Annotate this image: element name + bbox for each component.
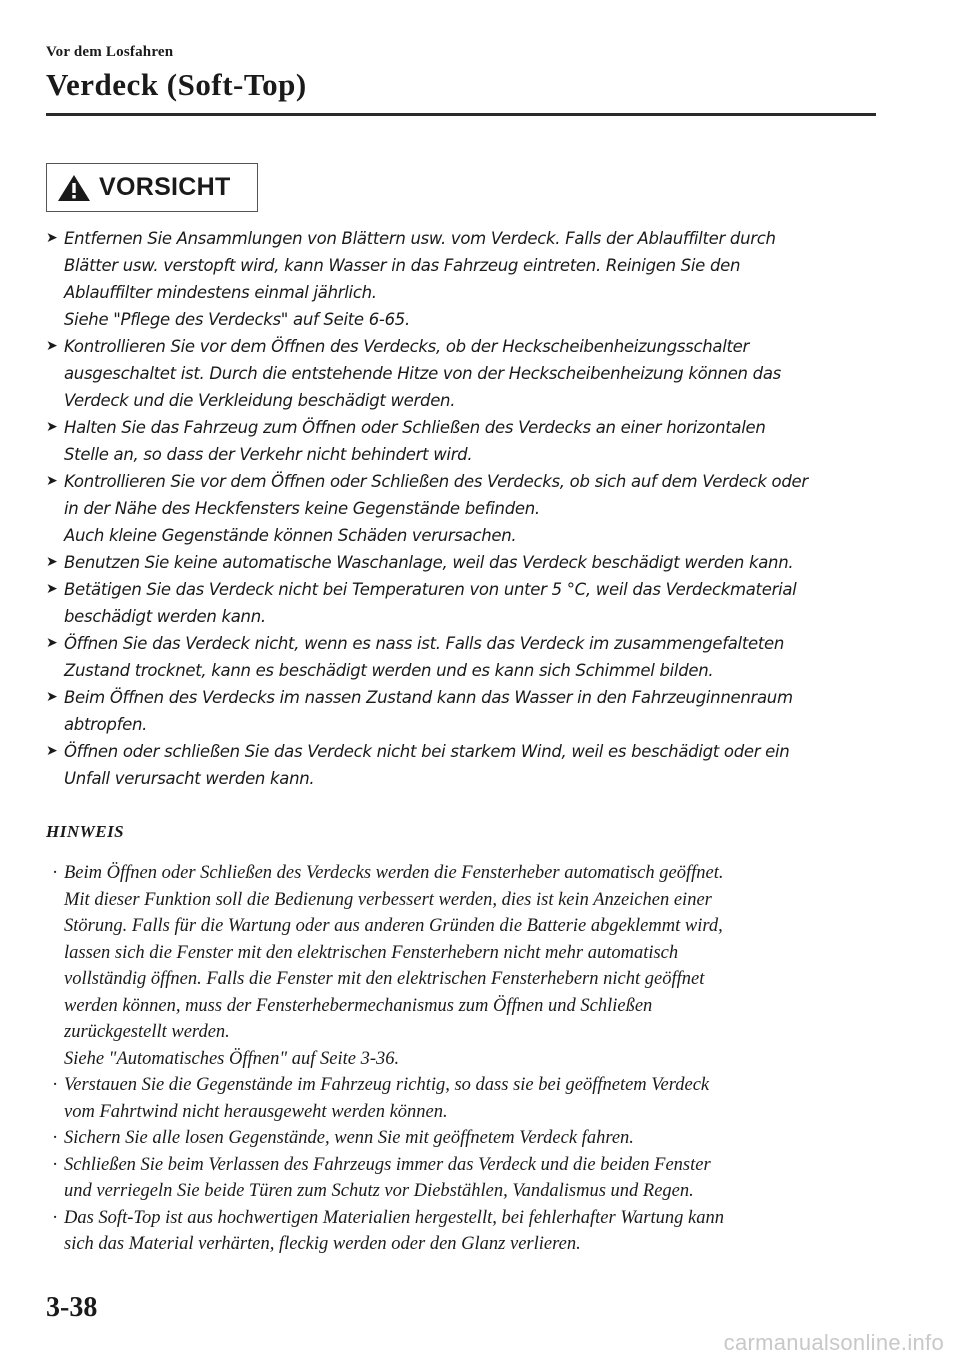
page-header xyxy=(46,44,876,116)
arrow-bullet-icon: ➤ xyxy=(46,230,58,246)
text-line: beschädigt werden kann. xyxy=(64,607,266,626)
text-line: Kontrollieren Sie vor dem Öffnen oder Schließen des Verdecks, ob sich auf dem Verdeck oder xyxy=(64,472,808,491)
text-line: Das Soft-Top ist aus hochwertigen Materialien hergestellt, bei fehlerhafter Wartung kann xyxy=(64,1207,724,1228)
caution-label: VORSICHT xyxy=(99,173,231,201)
text-line: sich das Material verhärten, fleckig werden oder den Glanz verlieren. xyxy=(64,1234,581,1254)
text-line: vom Fahrtwind nicht herausgeweht werden können. xyxy=(64,1101,448,1122)
caution-list xyxy=(46,225,886,792)
text-line: Betätigen Sie das Verdeck nicht bei Temperaturen von unter 5 °C, weil das Verdeckmaterial xyxy=(64,580,797,599)
caution-item xyxy=(46,576,886,630)
section-title: Vor dem Losfahren xyxy=(46,44,174,60)
arrow-bullet-icon: ➤ xyxy=(46,689,58,705)
text-line: Schließen Sie beim Verlassen des Fahrzeugs immer das Verdeck und die beiden Fenster xyxy=(64,1154,711,1175)
text-line: vollständig öffnen. Falls die Fenster mit den elektrischen Fensterhebern nicht geöffnet xyxy=(64,969,705,989)
caution-item xyxy=(46,414,886,468)
arrow-bullet-icon: ➤ xyxy=(46,419,58,435)
watermark[interactable]: carmanualsonline.info xyxy=(723,1330,944,1355)
text-line: und verriegeln Sie beide Türen zum Schutz vor Diebstählen, Vandalismus und Regen. xyxy=(64,1181,694,1201)
text-line: Siehe "Pflege des Verdecks" auf Seite 6-65. xyxy=(64,310,410,329)
text-line: ausgeschaltet ist. Durch die entstehende Hitze von der Heckscheibenheizung können das xyxy=(64,364,781,383)
arrow-bullet-icon: ➤ xyxy=(46,635,58,651)
arrow-bullet-icon: ➤ xyxy=(46,743,58,759)
note-item xyxy=(46,860,886,1072)
note-item xyxy=(46,1072,886,1125)
dot-bullet-icon: · xyxy=(52,1207,59,1228)
text-line: Mit dieser Funktion soll die Bedienung verbessert werden, dies ist kein Anzeichen einer xyxy=(64,889,712,910)
text-line: lassen sich die Fenster mit den elektrischen Fensterhebern nicht mehr automatisch xyxy=(64,942,679,963)
dot-bullet-icon: · xyxy=(52,863,59,883)
text-line: Halten Sie das Fahrzeug zum Öffnen oder Schließen des Verdecks an einer horizontalen xyxy=(64,418,766,437)
note-heading: HINWEIS xyxy=(46,822,125,841)
note-item xyxy=(46,1205,886,1258)
text-line: Öffnen Sie das Verdeck nicht, wenn es nass ist. Falls das Verdeck im zusammengefalteten xyxy=(64,634,785,653)
text-line: Blätter usw. verstopft wird, kann Wasser in das Fahrzeug eintreten. Reinigen Sie den xyxy=(64,256,741,275)
text-line: werden können, muss der Fensterhebermechanismus zum Öffnen und Schließen xyxy=(64,995,653,1016)
caution-box xyxy=(46,163,258,212)
text-line: Kontrollieren Sie vor dem Öffnen des Verdecks, ob der Heckscheibenheizungsschalter xyxy=(64,337,749,356)
caution-item xyxy=(46,549,886,576)
text-line: zurückgestellt werden. xyxy=(64,1022,230,1042)
text-line: Beim Öffnen des Verdecks im nassen Zustand kann das Wasser in den Fahrzeuginnenraum xyxy=(64,688,793,707)
caution-item xyxy=(46,738,886,792)
text-line: Ablauffilter mindestens einmal jährlich. xyxy=(64,283,377,302)
text-line: Beim Öffnen oder Schließen des Verdecks werden die Fensterheber automatisch geöffnet. xyxy=(64,863,724,883)
text-line: Sichern Sie alle losen Gegenstände, wenn Sie mit geöffnetem Verdeck fahren. xyxy=(64,1128,634,1148)
text-line: Entfernen Sie Ansammlungen von Blättern usw. vom Verdeck. Falls der Ablauffilter durch xyxy=(64,229,776,248)
dot-bullet-icon: · xyxy=(52,1075,59,1095)
page-title: Verdeck (Soft-Top) xyxy=(46,67,307,102)
text-line: Auch kleine Gegenstände können Schäden verursachen. xyxy=(64,526,517,545)
text-line: Benutzen Sie keine automatische Waschanlage, weil das Verdeck beschädigt werden kann. xyxy=(64,553,794,572)
caution-item xyxy=(46,684,886,738)
page-number: 3-38 xyxy=(46,1292,98,1323)
caution-item xyxy=(46,333,886,414)
caution-item xyxy=(46,225,886,333)
text-line: Unfall verursacht werden kann. xyxy=(64,769,315,788)
warning-triangle-icon xyxy=(57,174,91,202)
arrow-bullet-icon: ➤ xyxy=(46,581,58,597)
text-line: Verstauen Sie die Gegenstände im Fahrzeug richtig, so dass sie bei geöffnetem Verdeck xyxy=(64,1075,710,1095)
note-item xyxy=(46,1152,886,1205)
note-item xyxy=(46,1125,886,1152)
arrow-bullet-icon: ➤ xyxy=(46,338,58,354)
text-line: Zustand trocknet, kann es beschädigt werden und es kann sich Schimmel bilden. xyxy=(64,661,714,680)
dot-bullet-icon: · xyxy=(52,1154,59,1175)
header-rule xyxy=(46,113,876,116)
text-line: in der Nähe des Heckfensters keine Gegenstände befinden. xyxy=(64,499,540,518)
caution-item xyxy=(46,630,886,684)
arrow-bullet-icon: ➤ xyxy=(46,554,58,570)
text-line: Öffnen oder schließen Sie das Verdeck nicht bei starkem Wind, weil es beschädigt oder ein xyxy=(64,742,790,761)
note-list xyxy=(46,860,886,1258)
arrow-bullet-icon: ➤ xyxy=(46,473,58,489)
text-line: Störung. Falls für die Wartung oder aus anderen Gründen die Batterie abgeklemmt wird, xyxy=(64,916,723,936)
text-line: Siehe "Automatisches Öffnen" auf Seite 3-36. xyxy=(64,1048,400,1069)
dot-bullet-icon: · xyxy=(52,1128,59,1148)
caution-item xyxy=(46,468,886,549)
text-line: abtropfen. xyxy=(64,715,148,734)
text-line: Verdeck und die Verkleidung beschädigt werden. xyxy=(64,391,456,410)
text-line: Stelle an, so dass der Verkehr nicht behindert wird. xyxy=(64,445,473,464)
